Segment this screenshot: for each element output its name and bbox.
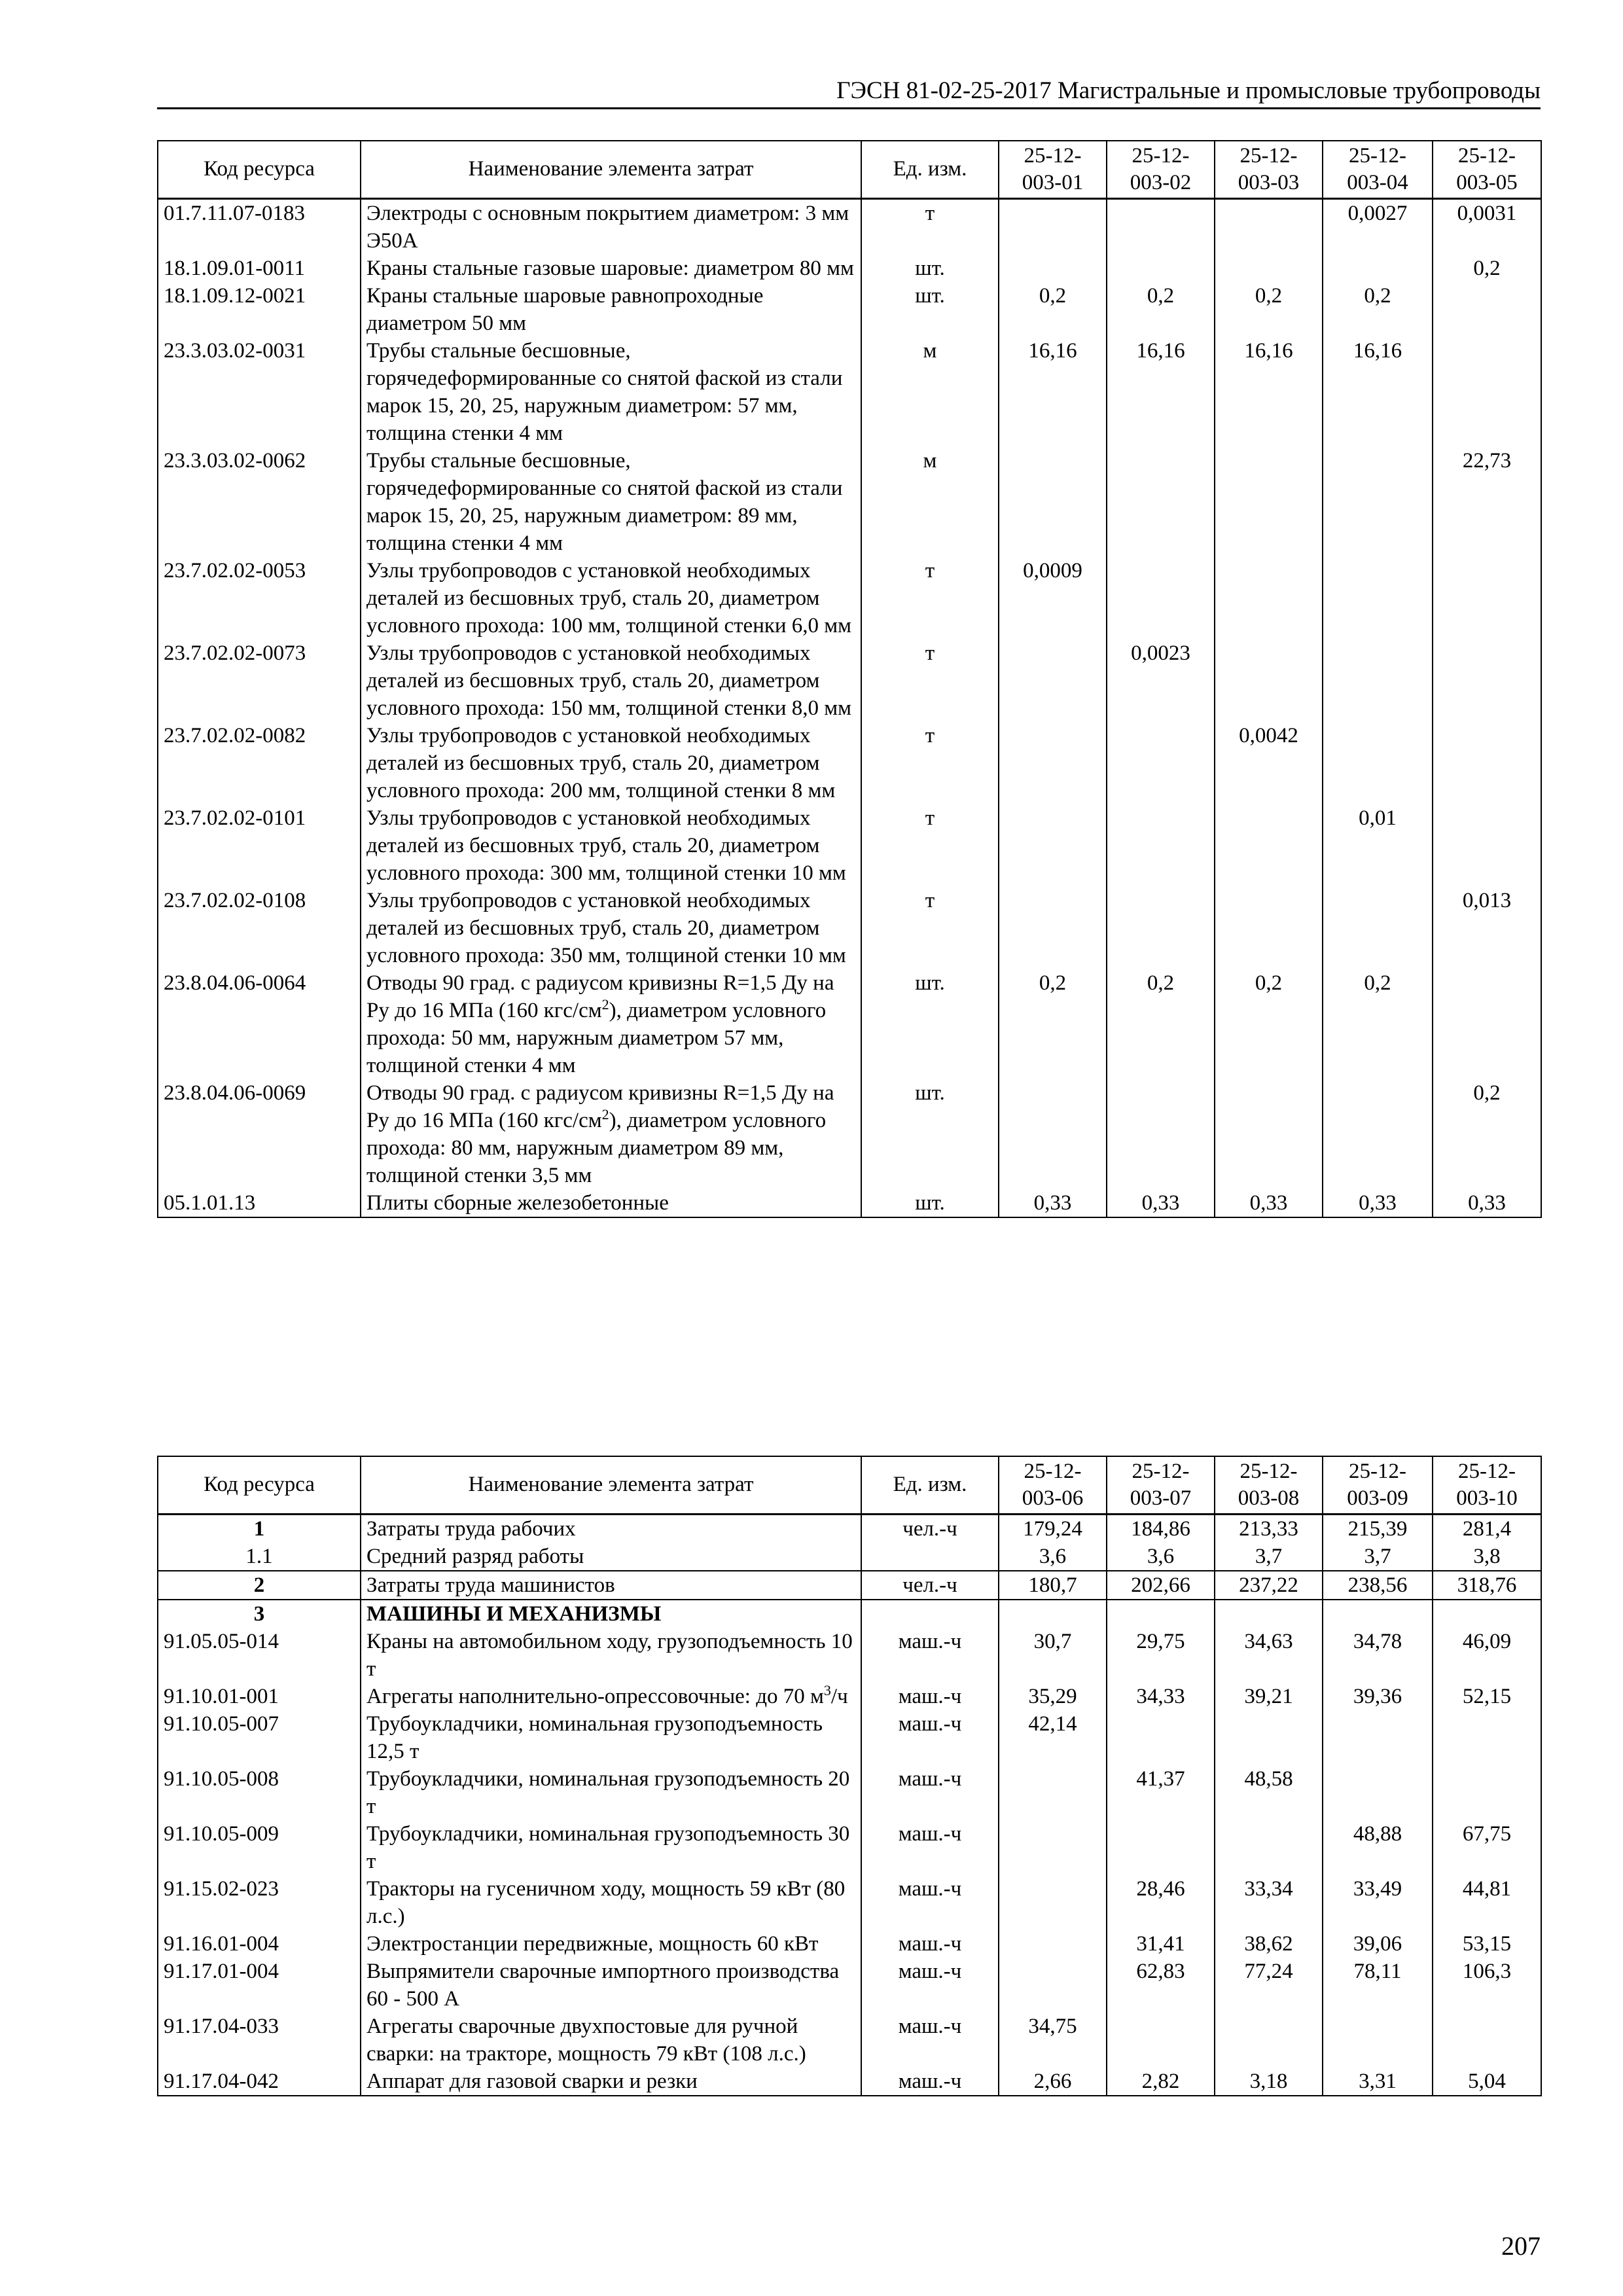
norm-value: 0,33 [1215,1189,1323,1217]
norm-value: 39,21 [1215,1683,1323,1710]
norm-value: 48,88 [1323,1820,1433,1875]
resource-code: 23.3.03.02-0062 [158,447,361,557]
cost-element-name: Агрегаты наполнительно-опрессовочные: до 70 $м^3/ч$ [361,1683,861,1710]
norm-value [999,1820,1107,1875]
cost-element-name: МАШИНЫ И МЕХАНИЗМЫ [361,1600,861,1628]
unit-of-measure: шт. [861,1079,999,1189]
resource-code: 01.7.11.07-0183 [158,198,361,255]
norm-value [999,1875,1107,1930]
table-header-row [158,1456,1541,1514]
unit-of-measure: маш.-ч [861,1820,999,1875]
norm-value [1323,887,1433,969]
norm-value [1107,1710,1215,1765]
cost-element-name: Отводы 90 град. с радиусом кривизны R=1,5 Ду на Ру до 16 МПа (160 кгс/$см^2$), диаметром условного прохода: 80 мм, наружным диаметром 89 мм, толщиной стенки 3,5 мм [361,1079,861,1189]
unit-of-measure: маш.-ч [861,1875,999,1930]
norm-value [1215,557,1323,639]
norm-value [1433,804,1541,887]
norm-value [1107,557,1215,639]
norm-value: 16,16 [1215,337,1323,447]
table-row [158,1189,1541,1217]
norm-value: 3,31 [1323,2068,1433,2096]
table-row [158,282,1541,337]
resource-code: 91.17.04-042 [158,2068,361,2096]
table-row [158,1543,1541,1571]
unit-of-measure: чел.-ч [861,1571,999,1600]
norm-value: 0,2 [1323,282,1433,337]
norm-value: 0,2 [1107,969,1215,1079]
norm-value: 0,2 [1215,282,1323,337]
resource-code: 23.7.02.02-0053 [158,557,361,639]
cost-element-name: Аппарат для газовой сварки и резки [361,2068,861,2096]
norm-value: 67,75 [1433,1820,1541,1875]
norm-value: 0,33 [999,1189,1107,1217]
column-header: 25-12- 003-05 [1433,141,1541,198]
norm-value [1323,2013,1433,2068]
cost-element-name: Агрегаты сварочные двухпостовые для ручной сварки: на тракторе, мощность 79 кВт (108 л.с.) [361,2013,861,2068]
resource-code: 91.10.05-008 [158,1765,361,1820]
table-row [158,639,1541,722]
norm-value [1215,255,1323,282]
norm-value: 31,41 [1107,1930,1215,1958]
cost-element-name: Затраты труда рабочих [361,1514,861,1543]
table-row [158,2068,1541,2096]
resource-code: 91.10.05-007 [158,1710,361,1765]
cost-element-name: Затраты труда машинистов [361,1571,861,1600]
table-row [158,198,1541,255]
norm-value [1323,255,1433,282]
norm-value [999,1765,1107,1820]
unit-of-measure: шт. [861,255,999,282]
resource-code: 91.17.01-004 [158,1958,361,2013]
cost-element-name: Узлы трубопроводов с установкой необходимых деталей из бесшовных труб, сталь 20, диаметром условного прохода: 100 мм, толщиной стенки 6,0 мм [361,557,861,639]
norm-value [999,1079,1107,1189]
norm-value [1107,2013,1215,2068]
norm-value: 3,7 [1323,1543,1433,1571]
table-row [158,969,1541,1079]
unit-of-measure: маш.-ч [861,1628,999,1683]
norm-value [1433,639,1541,722]
norm-value: 0,2 [1323,969,1433,1079]
column-header: 25-12- 003-01 [999,141,1107,198]
norm-value [1107,1820,1215,1875]
norm-value: 53,15 [1433,1930,1541,1958]
norm-value: 2,66 [999,2068,1107,2096]
norm-value: 0,2 [1107,282,1215,337]
resource-code: 23.8.04.06-0064 [158,969,361,1079]
norm-value [1433,722,1541,804]
norm-value: 16,16 [999,337,1107,447]
resource-table-2 [157,1456,1542,2096]
unit-of-measure: маш.-ч [861,1958,999,2013]
norm-value: 0,2 [999,969,1107,1079]
norm-value: 16,16 [1107,337,1215,447]
cost-element-name: Узлы трубопроводов с установкой необходимых деталей из бесшовных труб, сталь 20, диаметром условного прохода: 200 мм, толщиной стенки 8 мм [361,722,861,804]
cost-element-name: Средний разряд работы [361,1543,861,1571]
cost-element-name: Трубоукладчики, номинальная грузоподъемность 12,5 т [361,1710,861,1765]
norm-value: 0,01 [1323,804,1433,887]
unit-of-measure: т [861,639,999,722]
column-header: 25-12- 003-04 [1323,141,1433,198]
norm-value [999,887,1107,969]
norm-value [1433,282,1541,337]
norm-value: 33,49 [1323,1875,1433,1930]
column-header: Наименование элемента затрат [361,1456,861,1514]
norm-value [1433,337,1541,447]
norm-value: 3,6 [999,1543,1107,1571]
norm-value: 0,0009 [999,557,1107,639]
norm-value: 237,22 [1215,1571,1323,1600]
norm-value: 3,18 [1215,2068,1323,2096]
norm-value [999,722,1107,804]
norm-value [1215,447,1323,557]
column-header: 25-12- 003-06 [999,1456,1107,1514]
cost-element-name: Тракторы на гусеничном ходу, мощность 59 кВт (80 л.с.) [361,1875,861,1930]
unit-of-measure: маш.-ч [861,1683,999,1710]
table-row [158,1628,1541,1683]
norm-value [999,1958,1107,2013]
norm-value: 106,3 [1433,1958,1541,2013]
page-header [157,73,1541,109]
norm-value: 0,2 [1433,1079,1541,1189]
norm-value: 3,8 [1433,1543,1541,1571]
norm-value [1433,2013,1541,2068]
column-header: Ед. изм. [861,1456,999,1514]
table-row [158,804,1541,887]
norm-value [999,447,1107,557]
page-number: 207 [1501,2231,1541,2261]
norm-value: 39,06 [1323,1930,1433,1958]
norm-value: 34,63 [1215,1628,1323,1683]
cost-element-name: Узлы трубопроводов с установкой необходимых деталей из бесшовных труб, сталь 20, диаметром условного прохода: 350 мм, толщиной стенки 10 мм [361,887,861,969]
norm-value [1323,557,1433,639]
resource-code: 1 [158,1514,361,1543]
cost-element-name: Трубы стальные бесшовные, горячедеформированные со снятой фаской из стали марок 15, 20, 25, наружным диаметром: 57 мм, толщина стенки 4 мм [361,337,861,447]
norm-value [1433,1765,1541,1820]
norm-value: 46,09 [1433,1628,1541,1683]
norm-value: 238,56 [1323,1571,1433,1600]
norm-value: 0,013 [1433,887,1541,969]
norm-value [1433,969,1541,1079]
unit-of-measure: маш.-ч [861,1930,999,1958]
resource-code: 23.8.04.06-0069 [158,1079,361,1189]
cost-element-name: Узлы трубопроводов с установкой необходимых деталей из бесшовных труб, сталь 20, диаметром условного прохода: 150 мм, толщиной стенки 8,0 мм [361,639,861,722]
resource-code: 91.10.05-009 [158,1820,361,1875]
norm-value: 34,75 [999,2013,1107,2068]
norm-value: 0,33 [1433,1189,1541,1217]
norm-value [1215,1820,1323,1875]
cost-element-name: Краны стальные газовые шаровые: диаметром 80 мм [361,255,861,282]
norm-value: 0,33 [1107,1189,1215,1217]
cost-element-name: Электроды с основным покрытием диаметром: 3 мм Э50А [361,198,861,255]
norm-value [1107,722,1215,804]
cost-element-name: Трубоукладчики, номинальная грузоподъемность 30 т [361,1820,861,1875]
norm-value: 213,33 [1215,1514,1323,1543]
resource-code: 91.16.01-004 [158,1930,361,1958]
table-row [158,337,1541,447]
norm-value [1215,2013,1323,2068]
column-header: Ед. изм. [861,141,999,198]
norm-value: 62,83 [1107,1958,1215,2013]
cost-element-name: Трубы стальные бесшовные, горячедеформированные со снятой фаской из стали марок 15, 20, 25, наружным диаметром: 89 мм, толщина стенки 4 мм [361,447,861,557]
norm-value: 215,39 [1323,1514,1433,1543]
cost-element-name: Отводы 90 град. с радиусом кривизны R=1,5 Ду на Ру до 16 МПа (160 кгс/$см^2$), диаметром условного прохода: 50 мм, наружным диаметром 57 мм, толщиной стенки 4 мм [361,969,861,1079]
unit-of-measure: т [861,557,999,639]
norm-value [1323,1710,1433,1765]
norm-value [1107,255,1215,282]
norm-value [999,1600,1107,1628]
unit-of-measure: т [861,722,999,804]
norm-value: 3,6 [1107,1543,1215,1571]
norm-value: 0,2 [1433,255,1541,282]
norm-value: 22,73 [1433,447,1541,557]
cost-element-name: Электростанции передвижные, мощность 60 кВт [361,1930,861,1958]
norm-value [1107,1079,1215,1189]
table-row [158,722,1541,804]
resource-code: 91.15.02-023 [158,1875,361,1930]
unit-of-measure: маш.-ч [861,2068,999,2096]
unit-of-measure: м [861,337,999,447]
table-row [158,1079,1541,1189]
table-row [158,1571,1541,1600]
column-header: 25-12- 003-03 [1215,141,1323,198]
norm-value: 202,66 [1107,1571,1215,1600]
norm-value: 2,82 [1107,2068,1215,2096]
norm-value [1215,1710,1323,1765]
norm-value: 0,33 [1323,1189,1433,1217]
unit-of-measure: т [861,198,999,255]
unit-of-measure [861,1600,999,1628]
norm-value: 184,86 [1107,1514,1215,1543]
norm-value: 28,46 [1107,1875,1215,1930]
cost-element-name: Трубоукладчики, номинальная грузоподъемность 20 т [361,1765,861,1820]
norm-value [1215,1079,1323,1189]
norm-value: 0,0042 [1215,722,1323,804]
resource-code: 3 [158,1600,361,1628]
column-header: 25-12- 003-08 [1215,1456,1323,1514]
norm-value: 39,36 [1323,1683,1433,1710]
norm-value: 0,0031 [1433,198,1541,255]
norm-value: 35,29 [999,1683,1107,1710]
unit-of-measure: т [861,887,999,969]
norm-value: 38,62 [1215,1930,1323,1958]
norm-value: 0,0023 [1107,639,1215,722]
norm-value: 42,14 [999,1710,1107,1765]
unit-of-measure: т [861,804,999,887]
norm-value: 0,0027 [1323,198,1433,255]
norm-value: 34,33 [1107,1683,1215,1710]
norm-value: 281,4 [1433,1514,1541,1543]
column-header: Код ресурса [158,141,361,198]
column-header: 25-12- 003-07 [1107,1456,1215,1514]
table-row [158,255,1541,282]
norm-value [1107,447,1215,557]
cost-element-name: Краны стальные шаровые равнопроходные диаметром 50 мм [361,282,861,337]
resource-code: 23.7.02.02-0082 [158,722,361,804]
norm-value: 52,15 [1433,1683,1541,1710]
norm-value [1107,1600,1215,1628]
resource-code: 18.1.09.12-0021 [158,282,361,337]
norm-value: 5,04 [1433,2068,1541,2096]
norm-value: 3,7 [1215,1543,1323,1571]
resource-code: 91.10.01-001 [158,1683,361,1710]
norm-value [1323,447,1433,557]
resource-code: 05.1.01.13 [158,1189,361,1217]
unit-of-measure: маш.-ч [861,2013,999,2068]
unit-of-measure: шт. [861,282,999,337]
norm-value: 34,78 [1323,1628,1433,1683]
table-row [158,1875,1541,1930]
cost-element-name: Краны на автомобильном ходу, грузоподъемность 10 т [361,1628,861,1683]
norm-value [999,639,1107,722]
cost-element-name: Выпрямители сварочные импортного производства 60 - 500 А [361,1958,861,2013]
unit-of-measure: маш.-ч [861,1710,999,1765]
norm-value [1323,639,1433,722]
norm-value [1433,557,1541,639]
norm-value: 179,24 [999,1514,1107,1543]
norm-value: 0,2 [1215,969,1323,1079]
norm-value [1215,198,1323,255]
resource-table-1 [157,140,1542,1218]
norm-value [1215,887,1323,969]
table-row [158,1514,1541,1543]
resource-code: 2 [158,1571,361,1600]
resource-code: 91.05.05-014 [158,1628,361,1683]
norm-value: 180,7 [999,1571,1107,1600]
norm-value [999,1930,1107,1958]
norm-value: 48,58 [1215,1765,1323,1820]
header-title: ГЭСН 81-02-25-2017 Магистральные и промысловые трубопроводы [836,77,1541,104]
norm-value: 29,75 [1107,1628,1215,1683]
norm-value: 30,7 [999,1628,1107,1683]
table-row [158,1683,1541,1710]
norm-value: 41,37 [1107,1765,1215,1820]
norm-value: 78,11 [1323,1958,1433,2013]
table-row [158,2013,1541,2068]
norm-value [1433,1710,1541,1765]
table-row [158,1930,1541,1958]
norm-value [1107,804,1215,887]
norm-value: 44,81 [1433,1875,1541,1930]
unit-of-measure: чел.-ч [861,1514,999,1543]
column-header: Код ресурса [158,1456,361,1514]
table-row [158,1710,1541,1765]
column-header: 25-12- 003-02 [1107,141,1215,198]
table-row [158,1600,1541,1628]
resource-code: 18.1.09.01-0011 [158,255,361,282]
column-header: 25-12- 003-09 [1323,1456,1433,1514]
resource-code: 1.1 [158,1543,361,1571]
table-row [158,1958,1541,2013]
table-row [158,447,1541,557]
norm-value [1107,887,1215,969]
column-header: 25-12- 003-10 [1433,1456,1541,1514]
unit-of-measure: шт. [861,969,999,1079]
norm-value: 318,76 [1433,1571,1541,1600]
column-header: Наименование элемента затрат [361,141,861,198]
resource-code: 23.7.02.02-0101 [158,804,361,887]
table-row [158,887,1541,969]
norm-value [1215,639,1323,722]
cost-element-name: Узлы трубопроводов с установкой необходимых деталей из бесшовных труб, сталь 20, диаметром условного прохода: 300 мм, толщиной стенки 10 мм [361,804,861,887]
resource-code: 23.7.02.02-0108 [158,887,361,969]
resource-code: 23.7.02.02-0073 [158,639,361,722]
norm-value [1215,804,1323,887]
cost-element-name: Плиты сборные железобетонные [361,1189,861,1217]
norm-value [1433,1600,1541,1628]
norm-value [1107,198,1215,255]
norm-value: 33,34 [1215,1875,1323,1930]
norm-value [999,198,1107,255]
table-row [158,1820,1541,1875]
norm-value [1215,1600,1323,1628]
norm-value [1323,722,1433,804]
norm-value [999,255,1107,282]
resource-code: 91.17.04-033 [158,2013,361,2068]
norm-value [1323,1079,1433,1189]
unit-of-measure [861,1543,999,1571]
norm-value: 16,16 [1323,337,1433,447]
norm-value [1323,1765,1433,1820]
norm-value: 0,2 [999,282,1107,337]
table-header-row [158,141,1541,198]
unit-of-measure: м [861,447,999,557]
norm-value: 77,24 [1215,1958,1323,2013]
unit-of-measure: шт. [861,1189,999,1217]
table-row [158,557,1541,639]
norm-value [1323,1600,1433,1628]
resource-code: 23.3.03.02-0031 [158,337,361,447]
table-row [158,1765,1541,1820]
unit-of-measure: маш.-ч [861,1765,999,1820]
norm-value [999,804,1107,887]
